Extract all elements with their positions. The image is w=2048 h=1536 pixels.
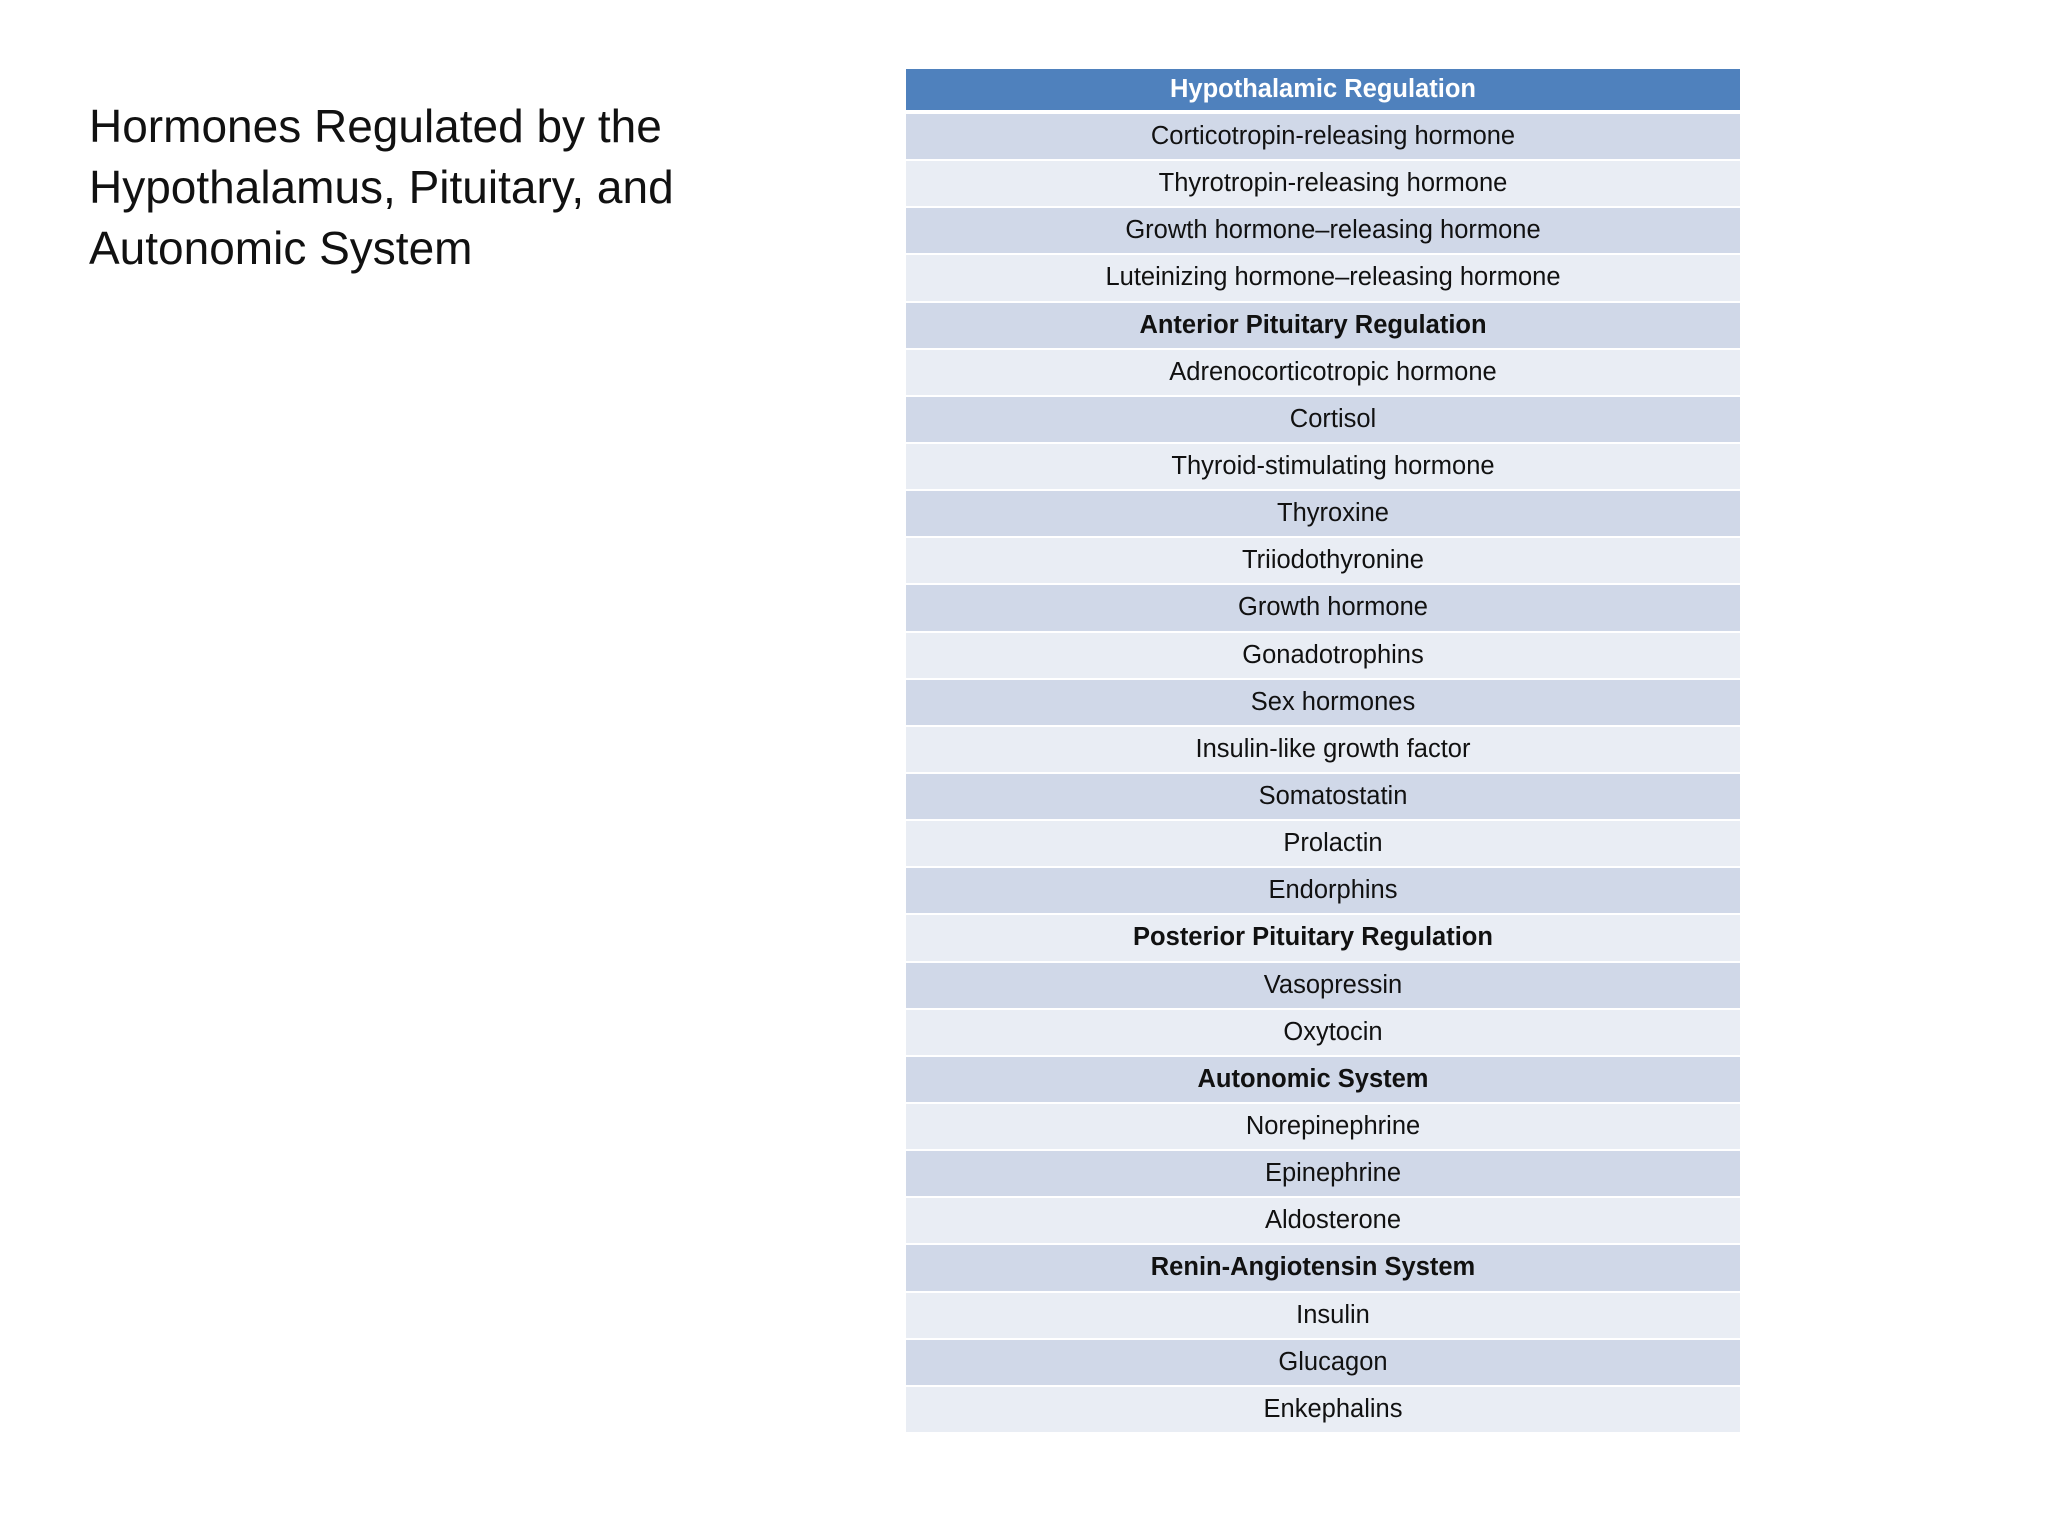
hormone-label: Thyrotropin-releasing hormone [1158,169,1508,198]
hormone-label: Prolactin [1283,829,1383,858]
section-label: Anterior Pituitary Regulation [1139,310,1487,339]
table-row [906,1198,1740,1245]
table-row [906,208,1740,255]
hormone-label: Somatostatin [1258,782,1408,811]
table-row [906,1293,1740,1340]
hormone-label: Growth hormone [1238,593,1428,622]
table-row [906,255,1740,302]
table-row [906,444,1740,491]
hormone-label: Vasopressin [1263,970,1403,999]
table-row [906,727,1740,774]
table-header [906,69,1740,114]
table-row [906,397,1740,444]
table-row [906,963,1740,1010]
section-label: Renin-Angiotensin System [1150,1253,1476,1282]
table-row [906,680,1740,727]
hormone-label: Adrenocorticotropic hormone [1169,357,1497,386]
hormone-label: Thyroxine [1277,499,1389,528]
hormone-label: Aldosterone [1264,1206,1402,1235]
hormone-label: Enkephalins [1263,1394,1403,1423]
table-row [906,538,1740,585]
table-row [906,585,1740,632]
table-row [906,1340,1740,1387]
table-section-row [906,915,1740,962]
table-section-row [906,1245,1740,1292]
hormone-label: Thyroid-stimulating hormone [1171,452,1495,481]
table-row [906,491,1740,538]
table-row [906,161,1740,208]
hormone-label: Insulin-like growth factor [1195,734,1471,763]
section-label: Posterior Pituitary Regulation [1133,923,1493,952]
hormone-label: Cortisol [1289,404,1377,433]
table-row [906,774,1740,821]
section-label: Autonomic System [1197,1064,1429,1093]
table-row [906,821,1740,868]
hormone-label: Oxytocin [1283,1017,1383,1046]
hormone-label: Luteinizing hormone–releasing hormone [1105,263,1561,292]
hormone-table [906,69,1740,1434]
table-row [906,114,1740,161]
hormone-label: Norepinephrine [1245,1112,1421,1141]
table-row [906,1010,1740,1057]
hormone-label: Corticotropin-releasing hormone [1150,122,1516,151]
slide-title: Hormones Regulated by the Hypothalamus, Pituitary, and Autonomic System [89,100,674,274]
table-row [906,633,1740,680]
hormone-label: Endorphins [1268,876,1398,905]
table-row [906,350,1740,397]
table-row [906,1104,1740,1151]
table-header-label: Hypothalamic Regulation [1169,75,1477,103]
hormone-label: Sex hormones [1250,687,1416,716]
table-section-row [906,1057,1740,1104]
table-row [906,1387,1740,1434]
hormone-label: Epinephrine [1264,1159,1402,1188]
hormone-label: Gonadotrophins [1242,640,1424,669]
hormone-label: Triiodothyronine [1242,546,1424,575]
table-row [906,1151,1740,1198]
table-section-row [906,303,1740,350]
table-row [906,868,1740,915]
hormone-label: Growth hormone–releasing hormone [1125,216,1541,245]
hormone-label: Insulin [1296,1300,1370,1329]
hormone-label: Glucagon [1278,1347,1388,1376]
